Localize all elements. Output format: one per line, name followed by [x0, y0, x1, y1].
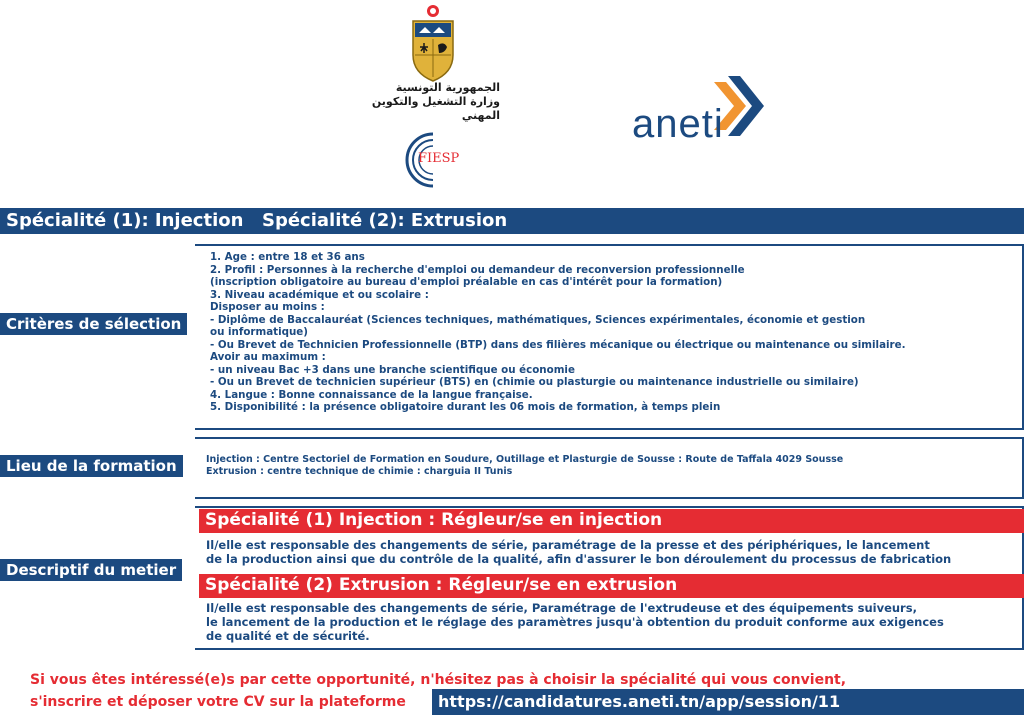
criteria-line: - un niveau Bac +3 dans une branche scientifique ou économie: [210, 363, 575, 376]
aneti-wordmark: aneti: [632, 102, 724, 146]
ministry-line-1: الجمهورية التونسية: [395, 81, 500, 94]
criteria-line: 5. Disponibilité : la présence obligatoire durant les 06 mois de formation, à temps plein: [210, 401, 721, 413]
criteria-line: 3. Niveau académique et ou scolaire :: [210, 288, 429, 301]
ministry-line-2: وزارة التشغيل والتكوين المهني: [371, 95, 500, 122]
criteria-line: Avoir au maximum :: [210, 351, 326, 363]
criteria-line: - Ou un Brevet de technicien supérieur (BTS) en (chimie ou plasturgie ou maintenance industrielle ou similaire): [210, 376, 859, 388]
specialty-1-banner-title: Spécialité (1) Injection : Régleur/se en injection: [205, 510, 663, 530]
location-line-extrusion: Extrusion : centre technique de chimie : charguia II Tunis: [206, 466, 513, 477]
criteria-label: Critères de sélection: [0, 313, 187, 335]
location-label: Lieu de la formation: [0, 455, 183, 477]
application-url-text[interactable]: https://candidatures.aneti.tn/app/session/11: [438, 692, 841, 711]
criteria-line: - Diplôme de Baccalauréat (Sciences techniques, mathématiques, Sciences expérimentales, économie et gestion: [210, 313, 866, 326]
aneti-logo: [630, 72, 780, 144]
description-line: de la production ainsi que du contrôle de la qualité, afin d'assurer le bon déroulement du processus de fabrication: [206, 552, 952, 566]
specialty-2-description: [206, 601, 1016, 643]
specialty-2-banner: [199, 574, 1024, 598]
specialty-1-description: [206, 538, 1016, 566]
footer-message-line-1: Si vous êtes intéressé(e)s par cette opportunité, n'hésitez pas à choisir la spécialité qui vous convient,: [30, 672, 847, 688]
criteria-line: (inscription obligatoire au bureau d'emploi préalable en cas d'intérêt pour la formation): [210, 276, 723, 288]
specialty-2-banner-title: Spécialité (2) Extrusion : Régleur/se en extrusion: [205, 575, 678, 595]
criteria-line: 1. Age : entre 18 et 36 ans: [210, 251, 365, 263]
criteria-line: 4. Langue : Bonne connaissance de la langue française.: [210, 388, 533, 401]
location-line-injection: Injection : Centre Sectoriel de Formation en Soudure, Outillage et Plasturgie de Sousse : Route de Taffala 4029 Sousse: [206, 454, 844, 465]
tunisia-emblem-logo: [409, 3, 457, 83]
criteria-line: 2. Profil : Personnes à la recherche d'emploi ou demandeur de reconversion professionnelle: [210, 263, 745, 276]
description-line: Il/elle est responsable des changements de série, paramétrage de la presse et des périphériques, le lancement: [206, 538, 930, 552]
description-line: le lancement de la production et le réglage des paramètres jusqu'à obtention du produit conforme aux exigences: [206, 615, 944, 629]
job-description-label: Descriptif du metier: [0, 559, 182, 581]
ministry-caption: [360, 81, 500, 123]
description-line: de qualité et de sécurité.: [206, 629, 370, 643]
fiesp-logo: [398, 130, 468, 190]
specialties-bar: [0, 208, 1024, 234]
application-url-link[interactable]: [432, 689, 1024, 715]
fiesp-label: FIESP: [418, 151, 460, 166]
criteria-line: - Ou Brevet de Technicien Professionnelle (BTP) dans des filières mécanique ou électrique ou maintenance ou similaire.: [210, 338, 906, 351]
criteria-line: Disposer au moins :: [210, 301, 325, 313]
criteria-list: [210, 251, 1020, 414]
specialty-2-title: Spécialité (2): Extrusion: [262, 210, 508, 231]
criteria-line: ou informatique): [210, 326, 309, 338]
footer-message-line-2: s'inscrire et déposer votre CV sur la plateforme: [30, 694, 406, 710]
specialty-1-title: Spécialité (1): Injection: [6, 210, 244, 231]
specialty-1-banner: [199, 509, 1024, 533]
description-line: Il/elle est responsable des changements de série, Paramétrage de l'extrudeuse et des équipements suiveurs,: [206, 601, 917, 615]
location-text: [206, 454, 1016, 478]
